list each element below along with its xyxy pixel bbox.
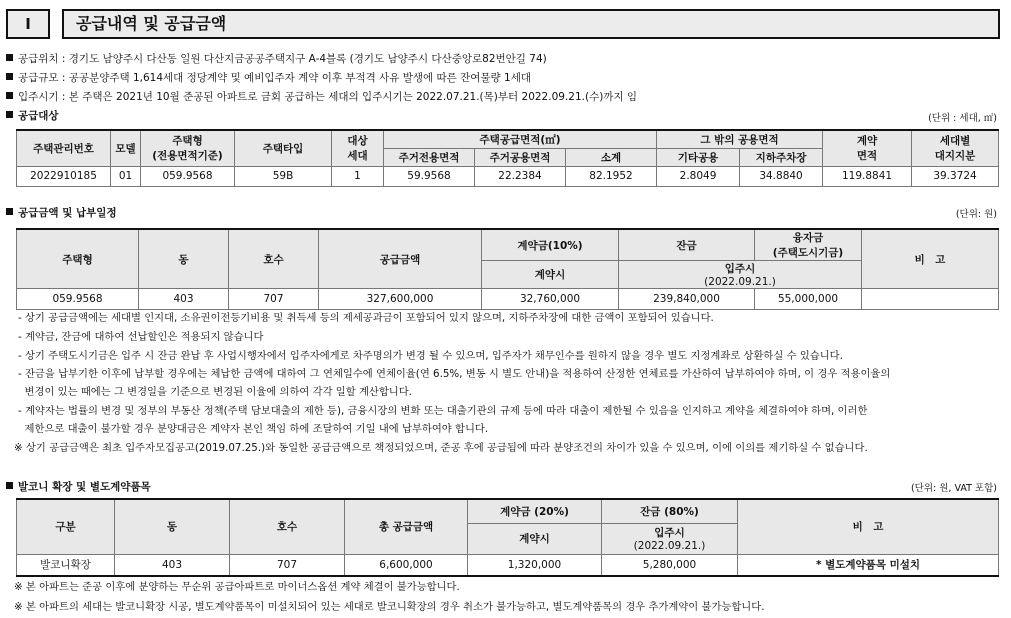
cell-other-common: 2.8049 (657, 166, 740, 186)
th-bal-total: 총 공급금액 (345, 499, 468, 554)
info-location: 공급위치 : 경기도 남양주시 다산동 일원 다산지금공공주택지구 A-4블록 (경기도 남양주시 다산중앙로82번안길 74) (6, 51, 547, 66)
th-pay-type: 주택형 (17, 229, 139, 289)
balcony-note: ※ 본 아파트의 세대는 발코니확장 시공, 별도계약품목이 미설치되어 있는 세대로 발코니확장의 경우 취소가 불가능하고, 별도계약품목의 경우 추가계약이 불가능합니다. (14, 601, 765, 613)
payment-note: - 상기 주택도시기금은 입주 시 잔금 완납 후 사업시행자에서 입주자에게로 차주명의가 변경 될 수 있으며, 입주자가 채무인수를 원하지 않을 경우 별도 지정계좌로 상환하실 수 있습니다. (18, 350, 843, 362)
payment-unit: (단위: 원) (955, 209, 997, 220)
th-bal-balance: 잔금 (80%) (602, 499, 738, 523)
th-pay-deposit: 계약금(10%) (482, 229, 619, 261)
bullet-square-icon (6, 482, 13, 489)
th-parking: 지하주차장 (740, 148, 823, 166)
info-scale: 공급규모 : 공공분양주택 1,614세대 정당계약 및 예비입주자 계약 이후 부적격 사유 발생에 따른 잔여물량 1세대 (6, 70, 531, 85)
payment-section-title: 공급금액 및 납부일정 (6, 205, 117, 220)
th-pay-price: 공급금액 (319, 229, 482, 289)
th-pay-balance-when: 입주시 (2022.09.21.) (619, 261, 862, 289)
section-number: I (6, 9, 50, 39)
cell-mgmt-no: 2022910185 (17, 166, 111, 186)
target-table (16, 129, 999, 187)
th-bal-dong: 동 (115, 499, 230, 554)
th-bal-ho: 호수 (230, 499, 345, 554)
balcony-note: ※ 본 아파트는 준공 이후에 분양하는 무순위 공급아파트로 마이너스옵션 계약 체결이 불가능합니다. (14, 581, 460, 593)
payment-note: - 상기 공급금액에는 세대별 인지대, 소유권이전등기비용 및 취득세 등의 제세공과금이 포함되어 있지 않으며, 지하주차장에 대한 금액이 포함되어 있습니다. (18, 312, 714, 324)
th-bal-remark: 비 고 (738, 499, 999, 554)
th-pay-deposit-when: 계약시 (482, 261, 619, 289)
cell-pay-dong: 403 (139, 289, 229, 310)
cell-bal-balance: 5,280,000 (602, 554, 738, 576)
table-row (17, 289, 999, 310)
bullet-square-icon (6, 111, 13, 118)
cell-bal-ho: 707 (230, 554, 345, 576)
section-header (6, 9, 1004, 39)
th-bal-balance-when: 입주시 (2022.09.21.) (602, 523, 738, 554)
th-land-share: 세대별 대지지분 (912, 130, 999, 166)
cell-parking: 34.8840 (740, 166, 823, 186)
payment-note: - 계약자는 법률의 변경 및 정부의 부동산 정책(주택 담보대출의 제한 등), 금융시장의 변화 또는 대출기관의 규제 등에 따라 대출이 제한될 수 있음을 인지하고 계약을 체결하여야 하며, 이러한 (18, 405, 868, 417)
bullet-square-icon (6, 208, 13, 215)
cell-subtotal: 82.1952 (566, 166, 657, 186)
info-move-in: 입주시기 : 본 주택은 2021년 10월 준공된 아파트로 금회 공급하는 세대의 입주시기는 2022.07.21.(목)부터 2022.09.21.(수)까지 임 (6, 89, 637, 104)
cell-bal-total: 6,600,000 (345, 554, 468, 576)
balcony-section-title: 발코니 확장 및 별도계약품목 (6, 479, 151, 494)
payment-note: - 계약금, 잔금에 대하여 선납할인은 적용되지 않습니다 (18, 331, 264, 343)
payment-note: - 잔금을 납부기한 이후에 납부할 경우에는 체납한 금액에 대하여 그 연체일수에 연체이율(연 6.5%, 변동 시 별도 안내)을 적용하여 산정한 연체료를 가산하여 납부하여야 하며, 이 경우 적용이율의 (18, 368, 891, 380)
target-section-title: 공급대상 (6, 108, 59, 123)
cell-pay-ho: 707 (229, 289, 319, 310)
payment-note: ※ 상기 공급금액은 최초 입주자모집공고(2019.07.25.)와 동일한 공급금액으로 책정되었으며, 준공 후에 공급됨에 따라 분양조건의 차이가 있을 수 있으며, 이에 이의를 제기하실 수 없습니다. (14, 442, 868, 454)
th-model: 모델 (111, 130, 141, 166)
section-title: 공급내역 및 공급금액 (62, 9, 1000, 39)
th-bal-deposit: 계약금 (20%) (468, 499, 602, 523)
th-other-area: 그 밖의 공용면적 (657, 130, 823, 148)
th-housing-type: 주택타입 (235, 130, 332, 166)
th-subtotal: 소계 (566, 148, 657, 166)
cell-count: 1 (332, 166, 384, 186)
th-private-area: 주거전용면적 (384, 148, 475, 166)
cell-model: 01 (111, 166, 141, 186)
balcony-unit: (단위: 원, VAT 포함) (910, 483, 997, 494)
th-target-count: 대상 세대 (332, 130, 384, 166)
bullet-square-icon (6, 73, 13, 80)
cell-pay-deposit: 32,760,000 (482, 289, 619, 310)
cell-bal-deposit: 1,320,000 (468, 554, 602, 576)
bullet-square-icon (6, 92, 13, 99)
bullet-square-icon (6, 54, 13, 61)
target-unit: (단위 : 세대, ㎡) (928, 113, 997, 124)
th-supply-area: 주택공급면적(㎡) (384, 130, 657, 148)
cell-pay-remark (862, 289, 999, 310)
cell-contract-area: 119.8841 (823, 166, 912, 186)
cell-housing-type: 59B (235, 166, 332, 186)
cell-pay-balance: 239,840,000 (619, 289, 755, 310)
th-contract-area: 계약 면적 (823, 130, 912, 166)
th-type: 주택형 (전용면적기준) (141, 130, 235, 166)
cell-private-area: 59.9568 (384, 166, 475, 186)
balcony-table (16, 498, 999, 577)
table-row (17, 166, 999, 186)
cell-common-area: 22.2384 (475, 166, 566, 186)
th-pay-ho: 호수 (229, 229, 319, 289)
cell-bal-remark: * 별도계약품목 미설치 (738, 554, 999, 576)
th-bal-deposit-when: 계약시 (468, 523, 602, 554)
table-row (17, 554, 999, 576)
th-other-common: 기타공용 (657, 148, 740, 166)
th-bal-category: 구분 (17, 499, 115, 554)
cell-bal-category: 발코니확장 (17, 554, 115, 576)
th-pay-remark: 비 고 (862, 229, 999, 289)
cell-land-share: 39.3724 (912, 166, 999, 186)
payment-note: 제한으로 대출이 불가할 경우 분양대금은 계약자 본인 책임 하에 조달하여 기일 내에 납부하여야 합니다. (18, 423, 489, 435)
th-mgmt-no: 주택관리번호 (17, 130, 111, 166)
cell-pay-loan: 55,000,000 (755, 289, 862, 310)
cell-pay-price: 327,600,000 (319, 289, 482, 310)
payment-note: 변경이 있는 때에는 그 변경일을 기준으로 변경된 이율에 의하여 각각 일할 계산합니다. (18, 386, 412, 398)
th-common-area: 주거공용면적 (475, 148, 566, 166)
payment-table (16, 228, 999, 310)
th-pay-dong: 동 (139, 229, 229, 289)
cell-pay-type: 059.9568 (17, 289, 139, 310)
cell-bal-dong: 403 (115, 554, 230, 576)
cell-type: 059.9568 (141, 166, 235, 186)
th-pay-balance: 잔금 (619, 229, 755, 261)
th-pay-loan: 융자금 (주택도시기금) (755, 229, 862, 261)
